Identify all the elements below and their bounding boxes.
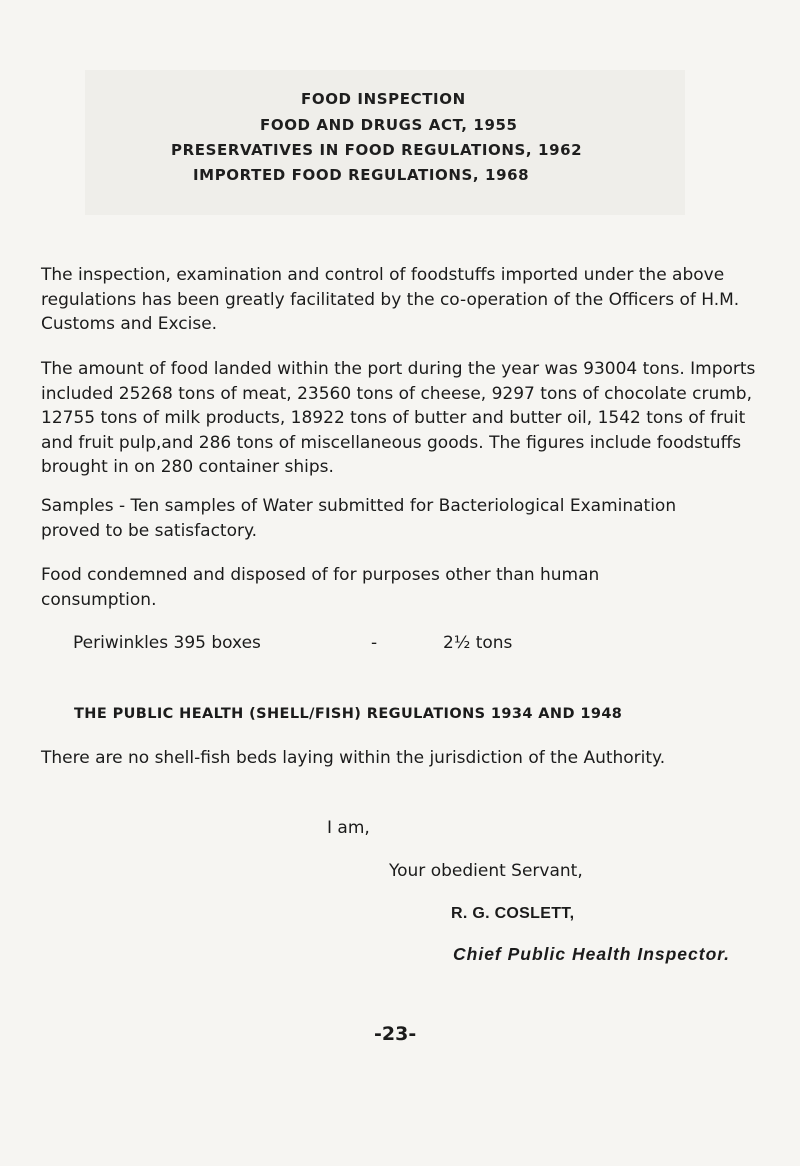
condemned-item: Periwinkles 395 boxes	[73, 633, 261, 653]
heading-food-inspection: FOOD INSPECTION	[301, 90, 466, 108]
heading-preservatives-regulations: PRESERVATIVES IN FOOD REGULATIONS, 1962	[171, 141, 583, 159]
paragraph-shellfish: There are no shell-fish beds laying within the jurisdiction of the Authority.	[41, 748, 666, 768]
page-number: -23-	[374, 1023, 417, 1045]
heading-food-drugs-act: FOOD AND DRUGS ACT, 1955	[260, 116, 518, 134]
paragraph-food-landed: The amount of food landed within the port during the year was 93004 tons. Imports included 25268 tons of meat, 23560 tons of cheese, 9297 tons of chocolate crumb, 12755 tons of milk products, 18922 tons of butter and butter oil, 1542 tons of fruit and fruit pulp,and 286 tons of miscellaneous goods. The figures include foodstuffs brought in on 280 container ships.	[41, 359, 756, 477]
heading-imported-food-regulations: IMPORTED FOOD REGULATIONS, 1968	[193, 166, 530, 184]
shellfish-regulations-heading: THE PUBLIC HEALTH (SHELL/FISH) REGULATIONS 1934 AND 1948	[74, 706, 623, 722]
paragraph-food-condemned: Food condemned and disposed of for purposes other than human consumption.	[41, 565, 600, 610]
condemned-quantity: 2½ tons	[443, 633, 513, 653]
closing-obedient-servant: Your obedient Servant,	[389, 861, 583, 881]
paragraph-samples: Samples - Ten samples of Water submitted for Bacteriological Examination proved to be satisfactory.	[41, 496, 677, 541]
closing-i-am: I am,	[327, 818, 370, 838]
signatory-title: Chief Public Health Inspector.	[453, 944, 730, 964]
condemned-dash: -	[371, 633, 378, 653]
paragraph-inspection: The inspection, examination and control of foodstuffs imported under the above regulations has been greatly facilitated by the co-operation of the Officers of H.M. Customs and Excise.	[41, 265, 740, 334]
signatory-name: R. G. COSLETT,	[451, 905, 575, 922]
